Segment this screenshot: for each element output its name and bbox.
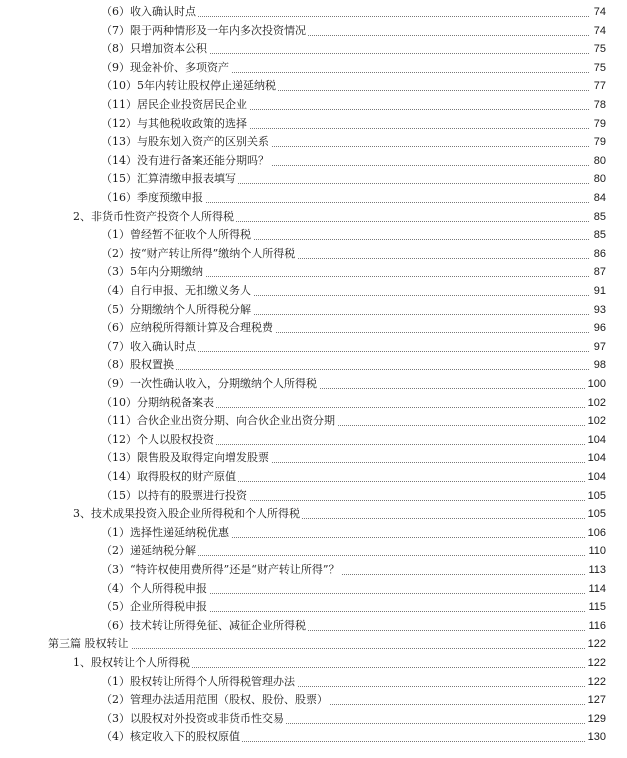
toc-entry-title: （9）一次性确认收入，分期缴纳个人所得税 xyxy=(101,377,317,390)
toc-entry[interactable] xyxy=(0,598,627,617)
toc-entry-title: （15）汇算清缴申报表填写 xyxy=(101,172,236,186)
toc-entry-page-number: 104 xyxy=(587,471,606,483)
toc-entry-title: （10）分期纳税备案表 xyxy=(101,395,214,409)
toc-entry-title: （5）企业所得税申报 xyxy=(101,600,207,614)
toc-entry-page-number: 104 xyxy=(587,452,606,465)
toc-entry[interactable] xyxy=(0,524,627,543)
toc-entry-page-number: 80 xyxy=(593,173,606,186)
toc-entry-title: （14）取得股权的财产原值 xyxy=(101,470,236,483)
toc-entry-title: 2、非货币性资产投资个人所得税 xyxy=(73,209,234,223)
toc-entry-title: （7）收入确认时点 xyxy=(101,339,196,353)
toc-entry-page-number: 85 xyxy=(593,210,606,223)
toc-entry[interactable] xyxy=(0,226,627,245)
toc-entry[interactable] xyxy=(0,561,627,580)
toc-entry-title: 1、股权转让个人所得税 xyxy=(73,656,190,669)
toc-entry[interactable] xyxy=(0,635,627,654)
toc-entry[interactable] xyxy=(0,301,627,320)
toc-entry-page-number: 102 xyxy=(587,415,606,428)
toc-entry-page-number: 80 xyxy=(593,154,606,167)
toc-entry[interactable] xyxy=(0,338,627,357)
toc-entry[interactable] xyxy=(0,170,627,189)
toc-entry[interactable] xyxy=(0,580,627,599)
toc-entry-page-number: 102 xyxy=(587,396,606,409)
toc-entry-page-number: 122 xyxy=(587,638,606,651)
toc-entry-page-number: 105 xyxy=(587,508,606,521)
toc-entry-title: （5）分期缴纳个人所得税分解 xyxy=(101,302,251,316)
toc-entry-page-number: 78 xyxy=(593,99,606,111)
toc-entry-title: （14）没有进行备案还能分期吗？ xyxy=(101,153,269,167)
toc-entry[interactable] xyxy=(0,505,627,524)
toc-entry-page-number: 91 xyxy=(593,285,606,297)
toc-entry-title: （3）5年内分期缴纳 xyxy=(101,265,203,279)
toc-entry-title: （10）5年内转让股权停止递延纳税 xyxy=(101,79,276,93)
toc-entry-page-number: 79 xyxy=(593,136,606,149)
toc-entry-title: （6）收入确认时点 xyxy=(101,5,196,18)
toc-entry[interactable] xyxy=(0,263,627,282)
toc-entry-title: （13）限售股及取得定向增发股票 xyxy=(101,451,269,465)
toc-entry[interactable] xyxy=(0,96,627,115)
toc-entry[interactable] xyxy=(0,189,627,208)
toc-entry[interactable] xyxy=(0,691,627,710)
toc-entry[interactable] xyxy=(0,152,627,171)
toc-entry[interactable] xyxy=(0,468,627,487)
toc-entry[interactable] xyxy=(0,319,627,338)
toc-entry-title: （4）个人所得税申报 xyxy=(101,581,207,595)
toc-entry[interactable] xyxy=(0,3,627,22)
toc-entry[interactable] xyxy=(0,487,627,506)
toc-entry-page-number: 114 xyxy=(588,582,606,595)
toc-entry-page-number: 122 xyxy=(587,657,606,669)
toc-entry[interactable] xyxy=(0,356,627,375)
toc-entry-page-number: 106 xyxy=(587,526,606,539)
toc-entry[interactable] xyxy=(0,208,627,227)
toc-entry-title: （1）股权转让所得个人所得税管理办法 xyxy=(101,674,295,688)
toc-entry[interactable] xyxy=(0,431,627,450)
toc-entry-title: （11）居民企业投资居民企业 xyxy=(101,98,247,111)
toc-entry-title: （4）核定收入下的股权原值 xyxy=(101,730,240,744)
toc-entry[interactable] xyxy=(0,449,627,468)
toc-entry[interactable] xyxy=(0,282,627,301)
toc-entry[interactable] xyxy=(0,654,627,673)
toc-entry-page-number: 105 xyxy=(587,489,606,502)
toc-entry-page-number: 86 xyxy=(593,247,606,260)
toc-entry-title: 第三篇 股权转让 xyxy=(48,637,129,651)
toc-entry-page-number: 85 xyxy=(593,229,606,242)
toc-entry[interactable] xyxy=(0,617,627,636)
toc-entry-title: （9）现金补价、多项资产 xyxy=(101,60,229,74)
toc-entry-page-number: 84 xyxy=(593,192,606,204)
toc-entry-title: （12）个人以股权投资 xyxy=(101,432,214,446)
toc-entry-title: （8）股权置换 xyxy=(101,358,174,372)
toc-entry[interactable] xyxy=(0,40,627,59)
toc-entry-page-number: 115 xyxy=(588,601,606,614)
toc-entry-title: （1）选择性递延纳税优惠 xyxy=(101,525,229,539)
toc-entry[interactable] xyxy=(0,728,627,747)
toc-entry-title: （8）只增加资本公积 xyxy=(101,42,207,56)
toc-entry[interactable] xyxy=(0,133,627,152)
toc-entry-page-number: 97 xyxy=(593,340,606,353)
toc-entry[interactable] xyxy=(0,22,627,41)
toc-entry-page-number: 110 xyxy=(588,545,606,558)
toc-entry[interactable] xyxy=(0,673,627,692)
toc-entry-title: （1）曾经暂不征收个人所得税 xyxy=(101,228,251,242)
toc-entry-title: （16）季度预缴申报 xyxy=(101,191,203,204)
toc-entry-page-number: 79 xyxy=(593,117,606,130)
toc-entry-title: （7）限于两种情形及一年内多次投资情况 xyxy=(101,23,306,37)
toc-entry-page-number: 87 xyxy=(593,266,606,279)
toc-entry-page-number: 116 xyxy=(588,619,606,632)
toc-entry-title: （15）以持有的股票进行投资 xyxy=(101,488,247,502)
toc-entry[interactable] xyxy=(0,59,627,78)
toc-entry-page-number: 75 xyxy=(593,43,606,56)
toc-entry-page-number: 127 xyxy=(587,694,606,707)
toc-entry-title: （11）合伙企业出资分期、向合伙企业出资分期 xyxy=(101,414,335,428)
toc-entry-page-number: 77 xyxy=(593,80,606,93)
toc-entry[interactable] xyxy=(0,245,627,264)
toc-entry-title: （3）以股权对外投资或非货币性交易 xyxy=(101,711,284,725)
toc-entry-page-number: 130 xyxy=(587,731,606,744)
toc-entry-page-number: 104 xyxy=(587,433,606,446)
toc-entry-title: （12）与其他税收政策的选择 xyxy=(101,116,247,130)
toc-entry[interactable] xyxy=(0,375,627,394)
toc-entry[interactable] xyxy=(0,115,627,134)
toc-entry-title: （4）自行申报、无扣缴义务人 xyxy=(101,284,251,297)
toc-entry-page-number: 93 xyxy=(593,303,606,316)
toc-entry-page-number: 113 xyxy=(588,564,606,576)
toc-entry-page-number: 122 xyxy=(587,675,606,688)
toc-entry[interactable] xyxy=(0,412,627,431)
toc-entry-page-number: 100 xyxy=(587,378,606,390)
toc-entry-title: （2）按“财产转让所得”缴纳个人所得税 xyxy=(101,246,296,260)
toc-entry-title: （2）管理办法适用范围（股权、股份、股票） xyxy=(101,693,328,707)
toc-entry-title: （2）递延纳税分解 xyxy=(101,544,196,558)
toc-entry-page-number: 129 xyxy=(587,712,606,725)
toc-entry-title: （6）技术转让所得免征、减征企业所得税 xyxy=(101,618,306,632)
toc-entry-page-number: 74 xyxy=(593,6,606,18)
toc-entry-title: 3、技术成果投资入股企业所得税和个人所得税 xyxy=(73,507,300,521)
toc-entry[interactable] xyxy=(0,542,627,561)
toc-entry-title: （6）应纳税所得额计算及合理税费 xyxy=(101,321,273,335)
toc-entry-title: （3）“特许权使用费所得”还是“财产转让所得”？ xyxy=(101,563,340,576)
toc-entry[interactable] xyxy=(0,394,627,413)
toc-entry-title: （13）与股东划入资产的区别关系 xyxy=(101,135,269,149)
toc-entry-page-number: 98 xyxy=(593,359,606,372)
toc-entry-page-number: 74 xyxy=(593,24,606,37)
toc-entry-page-number: 75 xyxy=(593,61,606,74)
toc-entry[interactable] xyxy=(0,710,627,729)
toc-entry-page-number: 96 xyxy=(593,322,606,335)
toc-entry[interactable] xyxy=(0,77,627,96)
